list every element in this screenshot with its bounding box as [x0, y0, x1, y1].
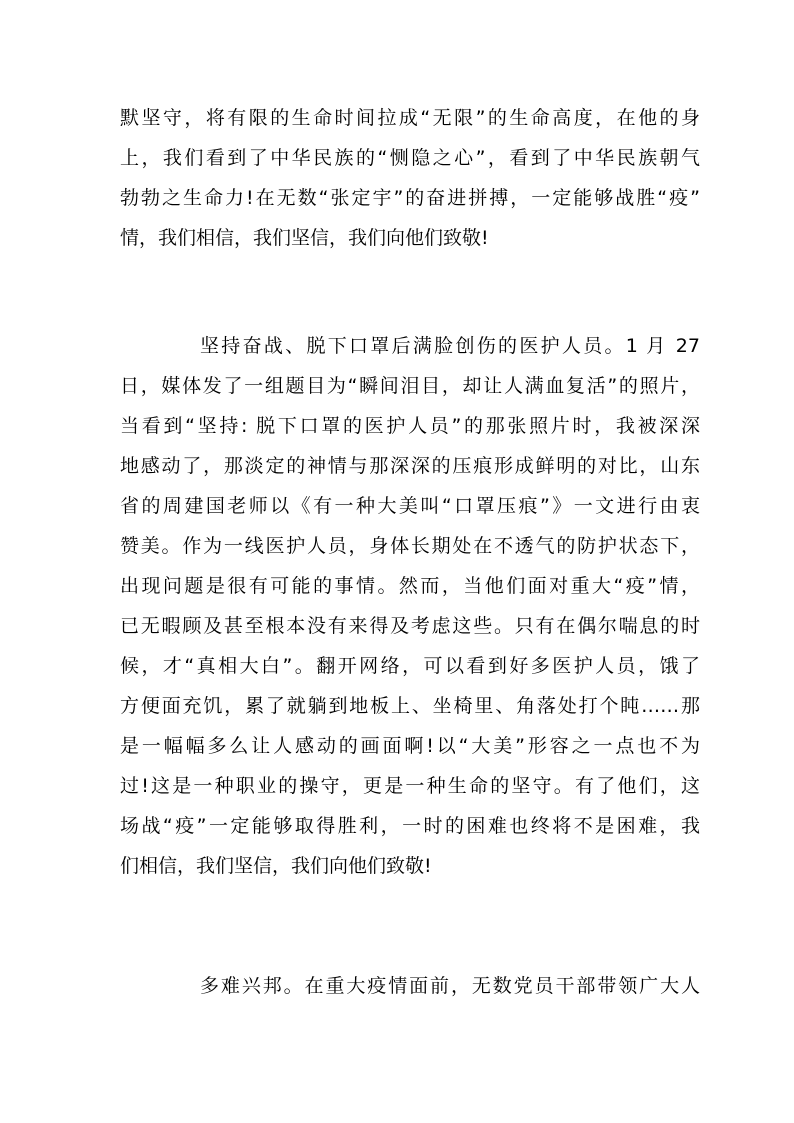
text-line: 日，媒体发了一组题目为“瞬间泪目，却让人满血复活”的照片，	[120, 375, 700, 397]
text-line: 当看到“坚持: 脱下口罩的医护人员”的那张照片时，我被深深	[120, 415, 700, 437]
text-line: 是一幅幅多么让人感动的画面啊!以“大美”形容之一点也不为	[120, 735, 700, 757]
text-line: 坚持奋战、脱下口罩后满脸创伤的医护人员。1 月 27	[200, 335, 700, 357]
text-line: 情，我们相信，我们坚信，我们向他们致敬!	[120, 227, 489, 249]
text-line: 地感动了，那淡定的神情与那深深的压痕形成鲜明的对比，山东	[120, 455, 700, 477]
text-line: 们相信，我们坚信，我们向他们致敬!	[120, 855, 432, 877]
text-line: 默坚守，将有限的生命时间拉成“无限”的生命高度，在他的身	[120, 107, 700, 129]
text-line: 已无暇顾及甚至根本没有来得及考虑这些。只有在偶尔喘息的时	[120, 615, 700, 637]
text-line: 候，才“真相大白”。翻开网络，可以看到好多医护人员，饿了	[120, 655, 700, 677]
text-line: 勃勃之生命力!在无数“张定宇”的奋进拼搏，一定能够战胜“疫”	[120, 187, 700, 209]
text-line: 多难兴邦。在重大疫情面前，无数党员干部带领广大人	[200, 975, 700, 997]
text-line: 过!这是一种职业的操守，更是一种生命的坚守。有了他们，这	[120, 775, 700, 797]
text-line: 方便面充饥，累了就躺到地板上、坐椅里、角落处打个盹……那	[120, 695, 700, 717]
text-line: 场战“疫”一定能够取得胜利，一时的困难也终将不是困难，我	[120, 815, 700, 837]
text-line: 赞美。作为一线医护人员，身体长期处在不透气的防护状态下，	[120, 535, 700, 557]
text-line: 出现问题是很有可能的事情。然而，当他们面对重大“疫”情，	[120, 575, 700, 597]
text-line: 省的周建国老师以《有一种大美叫“口罩压痕”》一文进行由衷	[120, 495, 700, 517]
text-line: 上，我们看到了中华民族的“恻隐之心”，看到了中华民族朝气	[120, 147, 700, 169]
